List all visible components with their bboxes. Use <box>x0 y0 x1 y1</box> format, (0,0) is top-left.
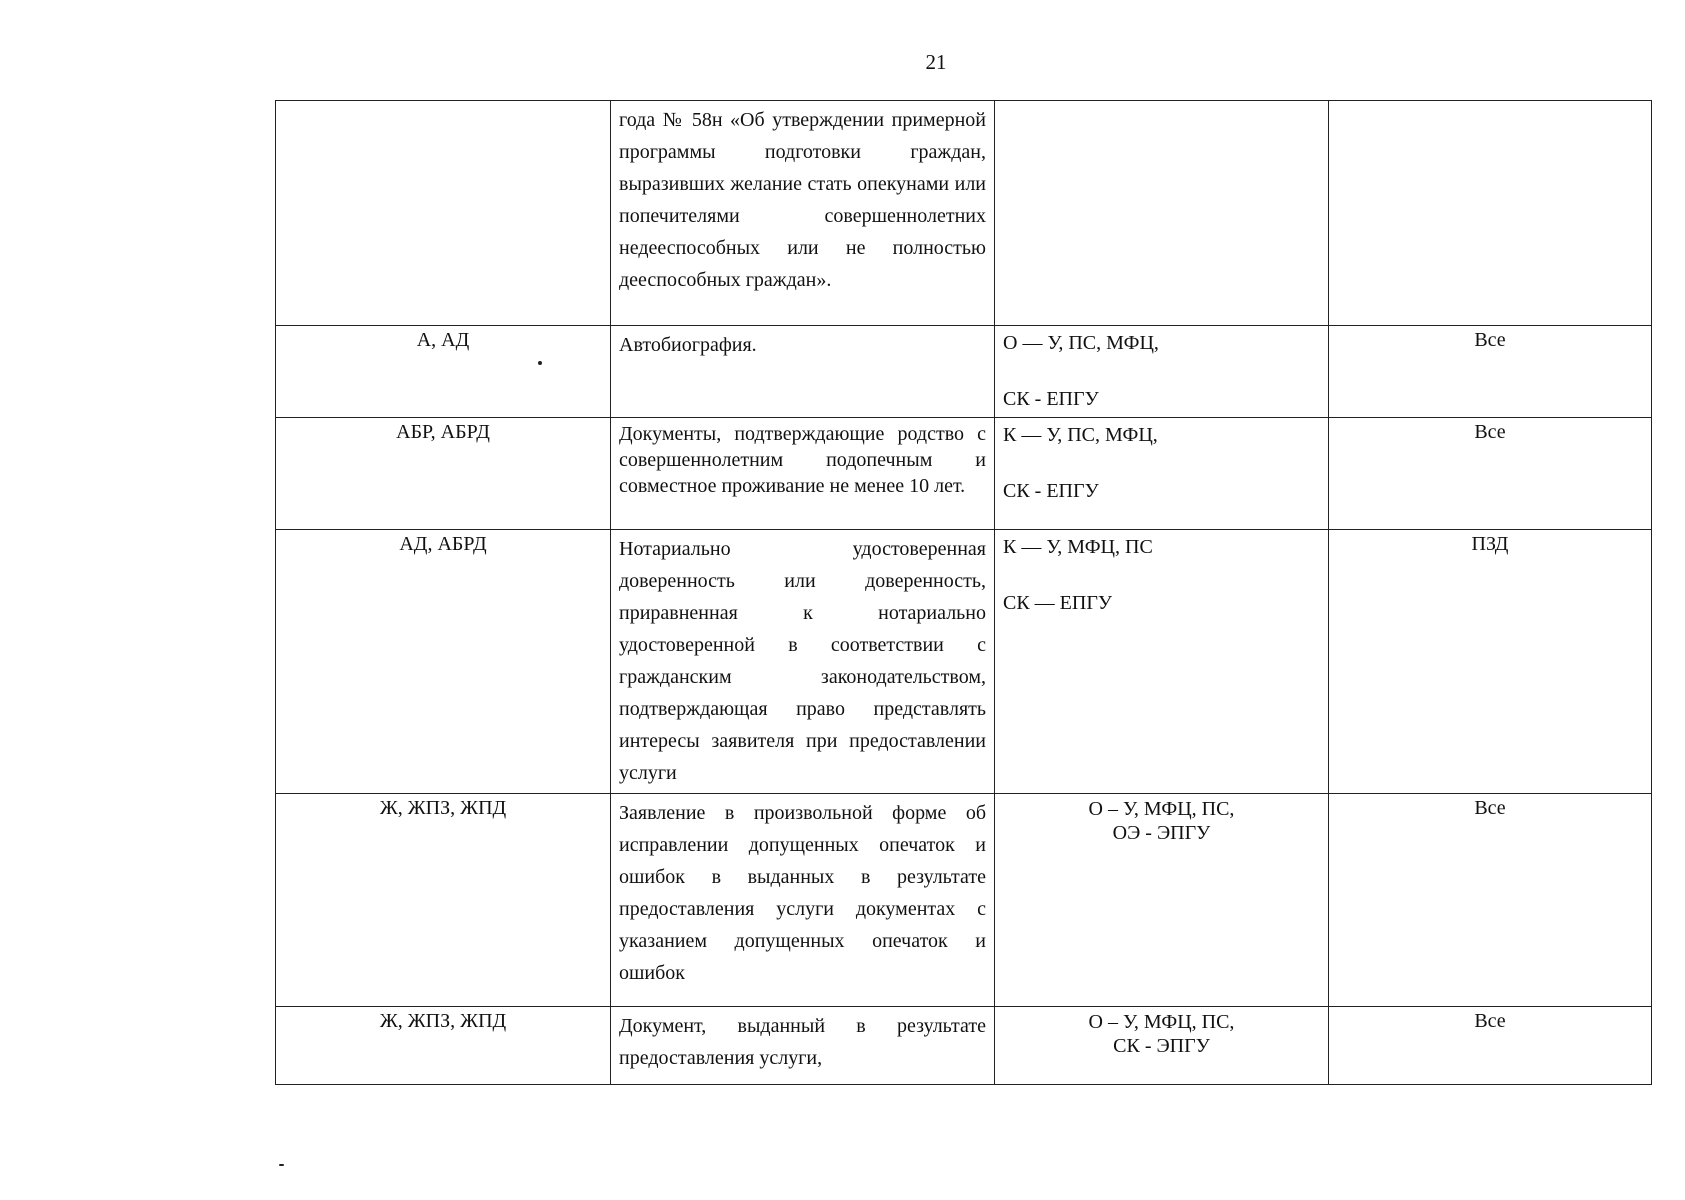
applicant-group-cell: ПЗД <box>1329 530 1652 794</box>
applicant-group-cell <box>1329 101 1652 326</box>
document-name-cell: Автобиография. <box>611 326 995 418</box>
delivery-line: О – У, МФЦ, ПС, <box>1088 1011 1235 1033</box>
scan-speck <box>538 361 542 365</box>
document-name-cell: года № 58н «Об утверждении примерной программы подготовки граждан, выразивших желание стать опекунами или попечителями совершеннолетних недееспособных или не полностью дееспособных граждан». <box>611 101 995 326</box>
applicant-code-cell: А, АД <box>276 326 611 418</box>
delivery-method-cell <box>995 1007 1329 1085</box>
document-name-cell: Документ, выданный в результате предоставления услуги, <box>611 1007 995 1085</box>
delivery-method-cell <box>995 101 1329 326</box>
applicant-code-cell: Ж, ЖПЗ, ЖПД <box>276 794 611 1007</box>
delivery-method-cell <box>995 326 1329 418</box>
scan-speck <box>279 1164 284 1166</box>
table-row <box>276 101 1652 326</box>
applicant-code-cell: АБР, АБРД <box>276 418 611 530</box>
delivery-line: К –– У, ПС, МФЦ, <box>1003 424 1158 446</box>
delivery-method-cell <box>995 418 1329 530</box>
table-row <box>276 326 1652 418</box>
delivery-method-cell <box>995 794 1329 1007</box>
applicant-code-cell: Ж, ЖПЗ, ЖПД <box>276 1007 611 1085</box>
page-number: 21 <box>925 50 947 74</box>
delivery-line: СК - ЭПГУ <box>1113 1035 1210 1057</box>
document-name-cell: Нотариально удостоверенная доверенность или доверенность, приравненная к нотариально удостоверенной в соответствии с гражданским законодательством, подтверждающая право представлять интересы заявителя при предоставлении услуги <box>611 530 995 794</box>
delivery-line: ОЭ - ЭПГУ <box>1112 822 1211 844</box>
document-name-cell: Заявление в произвольной форме об исправлении допущенных опечаток и ошибок в выданных в результате предоставления услуги документах с указанием допущенных опечаток и ошибок <box>611 794 995 1007</box>
delivery-line: СК - ЕПГУ <box>1003 388 1099 410</box>
documents-table <box>275 100 1652 1085</box>
table-row <box>276 1007 1652 1085</box>
applicant-group-cell: Все <box>1329 794 1652 1007</box>
table-row <box>276 530 1652 794</box>
delivery-line: К — У, МФЦ, ПС <box>1003 536 1153 558</box>
applicant-group-cell: Все <box>1329 1007 1652 1085</box>
document-name-cell: Документы, подтверждающие родство с совершеннолетним подопечным и совместное проживание не менее 10 лет. <box>611 418 995 530</box>
delivery-line: СК - ЕПГУ <box>1003 480 1099 502</box>
applicant-code-cell <box>276 101 611 326</box>
table-row <box>276 794 1652 1007</box>
delivery-line: СК — ЕПГУ <box>1003 592 1113 614</box>
delivery-method-cell <box>995 530 1329 794</box>
delivery-line: О — У, ПС, МФЦ, <box>1003 332 1159 354</box>
delivery-line: О – У, МФЦ, ПС, <box>1088 798 1235 820</box>
applicant-group-cell: Все <box>1329 418 1652 530</box>
applicant-group-cell: Все <box>1329 326 1652 418</box>
applicant-code-cell: АД, АБРД <box>276 530 611 794</box>
table-row <box>276 418 1652 530</box>
